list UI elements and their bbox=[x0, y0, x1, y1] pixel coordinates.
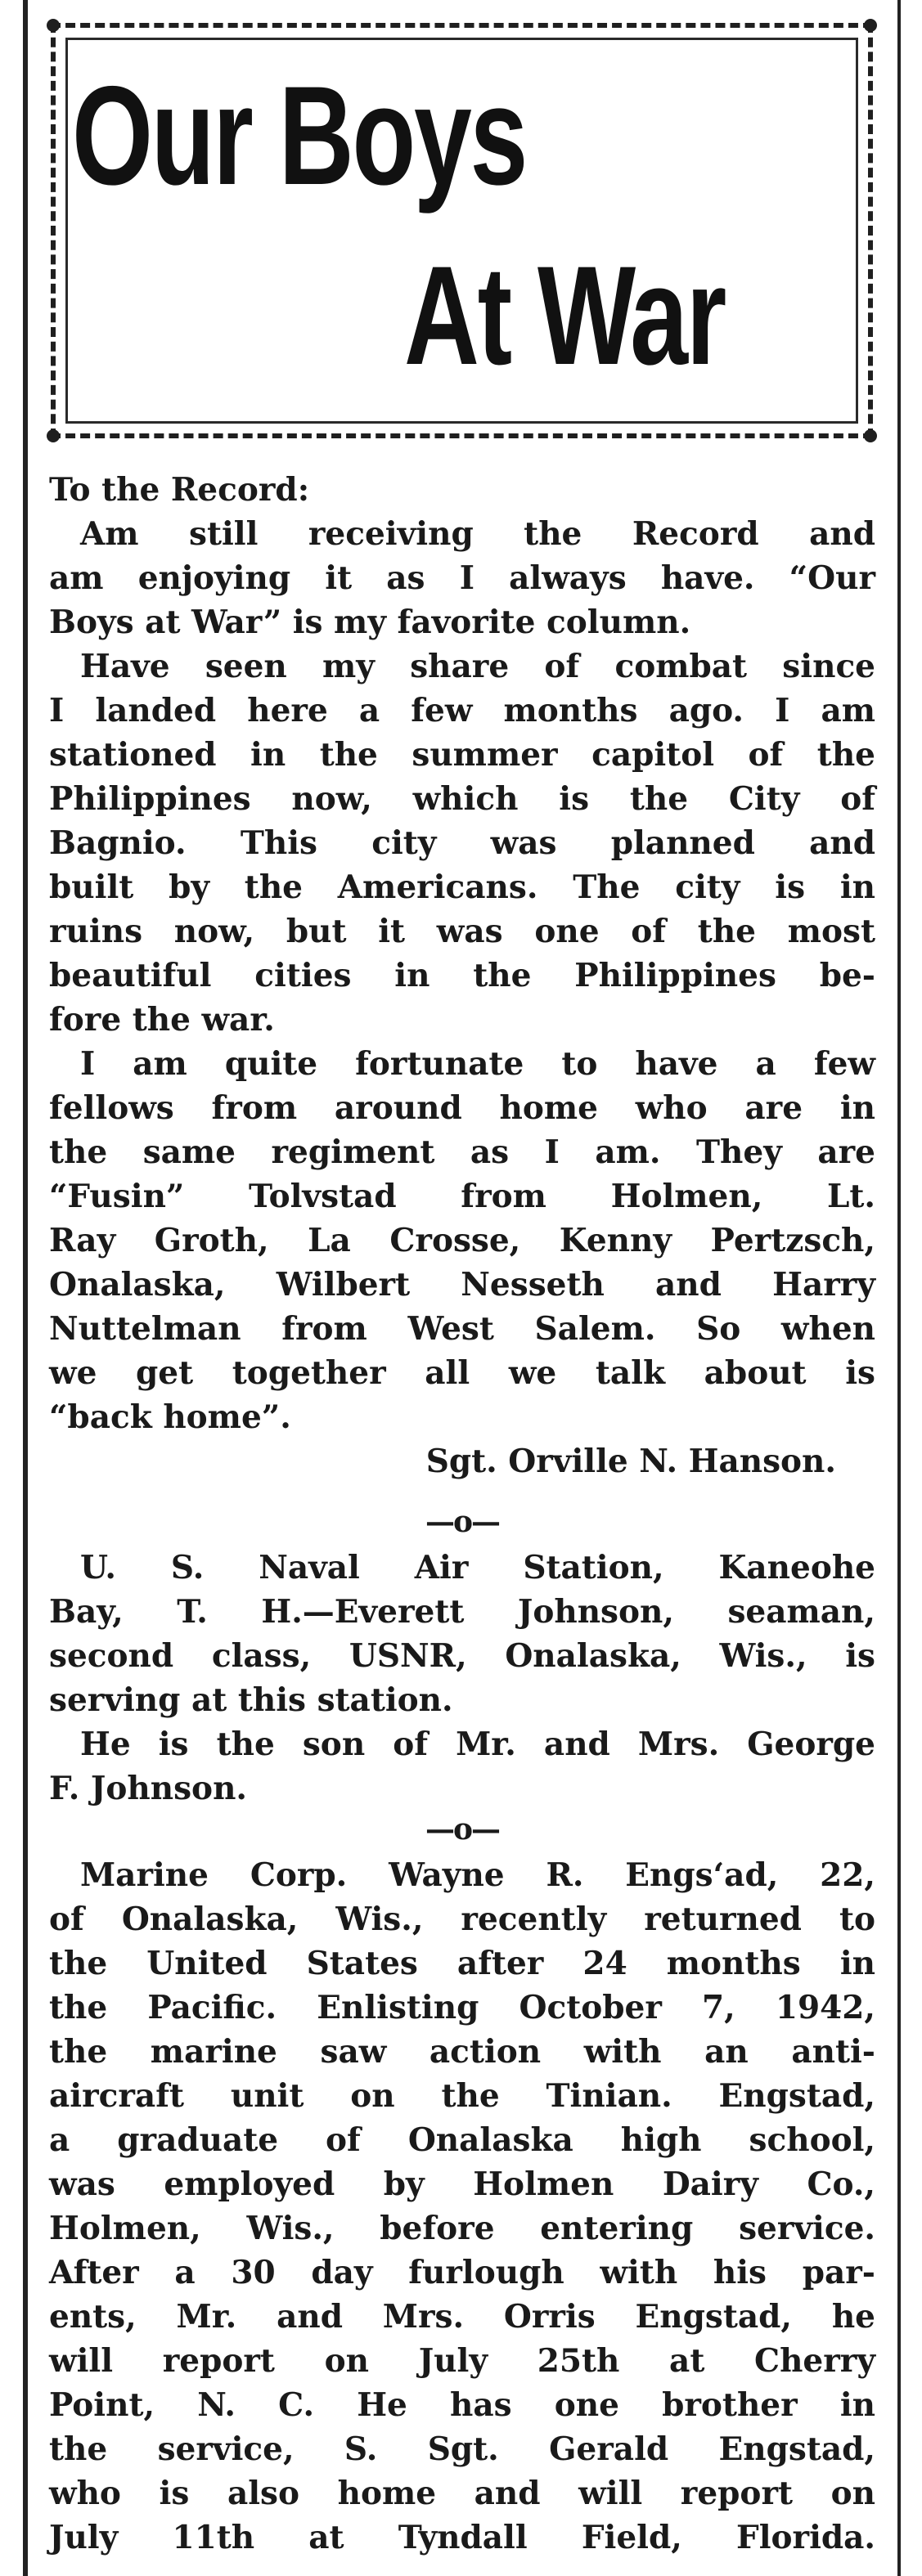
corner-ornament bbox=[864, 19, 877, 32]
text-line: “back home”. bbox=[49, 1398, 291, 1436]
text-line: was employed by Holmen Dairy Co., bbox=[49, 2165, 875, 2203]
text-line: serving at this station. bbox=[49, 1681, 453, 1719]
text-line: the same regiment as I am. They are bbox=[49, 1133, 875, 1171]
text-line: the Pacific. Enlisting October 7, 1942, bbox=[49, 1989, 875, 2026]
text-line: Bagnio. This city was planned and bbox=[49, 824, 875, 862]
corner-ornament bbox=[47, 429, 60, 442]
text-line: Ray Groth, La Crosse, Kenny Pertzsch, bbox=[49, 1222, 875, 1259]
text-line: of Onalaska, Wis., recently returned to bbox=[49, 1901, 875, 1938]
text-line: Am still receiving the Record and bbox=[80, 515, 875, 553]
text-line: ruins now, but it was one of the most bbox=[49, 913, 875, 950]
letter-section bbox=[49, 468, 875, 1480]
text-line: will report on July 25th at Cherry bbox=[49, 2342, 875, 2380]
marine-engstad-item bbox=[49, 1853, 875, 2560]
section-divider: —o— bbox=[425, 1505, 499, 1539]
text-line: He is the son of Mr. and Mrs. George bbox=[80, 1726, 875, 1763]
text-line: Have seen my share of combat since bbox=[80, 648, 875, 685]
text-line: U. S. Naval Air Station, Kaneohe bbox=[80, 1549, 875, 1586]
text-line: July 11th at Tyndall Field, Florida. bbox=[49, 2519, 875, 2556]
text-line: aircraft unit on the Tinian. Engstad, bbox=[49, 2077, 875, 2115]
text-line: we get together all we talk about is bbox=[49, 1354, 875, 1392]
corner-ornament bbox=[47, 19, 60, 32]
text-line: the United States after 24 months in bbox=[49, 1945, 875, 1982]
text-line: After a 30 day furlough with his par- bbox=[49, 2254, 875, 2291]
text-line: Nuttelman from West Salem. So when bbox=[49, 1310, 875, 1348]
text-line: Bay, T. H.—Everett Johnson, seaman, bbox=[49, 1593, 875, 1631]
text-line: Philippines now, which is the City of bbox=[49, 780, 875, 818]
text-line: Boys at War” is my favorite column. bbox=[49, 604, 691, 641]
section-divider: —o— bbox=[425, 1812, 499, 1847]
headline-line-2: At War bbox=[404, 237, 726, 394]
text-line: fore the war. bbox=[49, 1001, 275, 1039]
naval-air-station-item bbox=[49, 1546, 875, 1811]
text-line: who is also home and will report on bbox=[49, 2475, 875, 2512]
text-line: the marine saw action with an anti- bbox=[49, 2033, 875, 2071]
text-line: Holmen, Wis., before entering service. bbox=[49, 2210, 875, 2247]
text-line: Point, N. C. He has one brother in bbox=[49, 2386, 875, 2424]
text-line: a graduate of Onalaska high school, bbox=[49, 2121, 875, 2159]
column-rule-left bbox=[23, 0, 28, 2576]
text-line: beautiful cities in the Philippines be- bbox=[49, 957, 875, 994]
text-line: Onalaska, Wilbert Nesseth and Harry bbox=[49, 1266, 875, 1304]
text-line: fellows from around home who are in bbox=[49, 1089, 875, 1127]
text-line: “Fusin” Tolvstad from Holmen, Lt. bbox=[49, 1178, 875, 1215]
column-rule-right bbox=[897, 0, 901, 2576]
salutation: To the Record: bbox=[49, 471, 310, 509]
text-line: built by the Americans. The city is in bbox=[49, 868, 875, 906]
text-line: stationed in the summer capitol of the bbox=[49, 736, 875, 774]
text-line: the service, S. Sgt. Gerald Engstad, bbox=[49, 2430, 875, 2468]
text-line: second class, USNR, Onalaska, Wis., is bbox=[49, 1637, 875, 1675]
corner-ornament bbox=[864, 429, 877, 442]
text-line: I landed here a few months ago. I am bbox=[49, 692, 875, 729]
text-line: F. Johnson. bbox=[49, 1770, 247, 1807]
text-line: Marine Corp. Wayne R. Engsʻad, 22, bbox=[80, 1856, 875, 1894]
signature: Sgt. Orville N. Hanson. bbox=[425, 1443, 836, 1480]
text-line: am enjoying it as I always have. “Our bbox=[49, 559, 875, 597]
text-line: ents, Mr. and Mrs. Orris Engstad, he bbox=[49, 2298, 875, 2336]
text-line: I am quite fortunate to have a few bbox=[80, 1045, 875, 1083]
headline-line-1: Our Boys bbox=[72, 57, 527, 214]
